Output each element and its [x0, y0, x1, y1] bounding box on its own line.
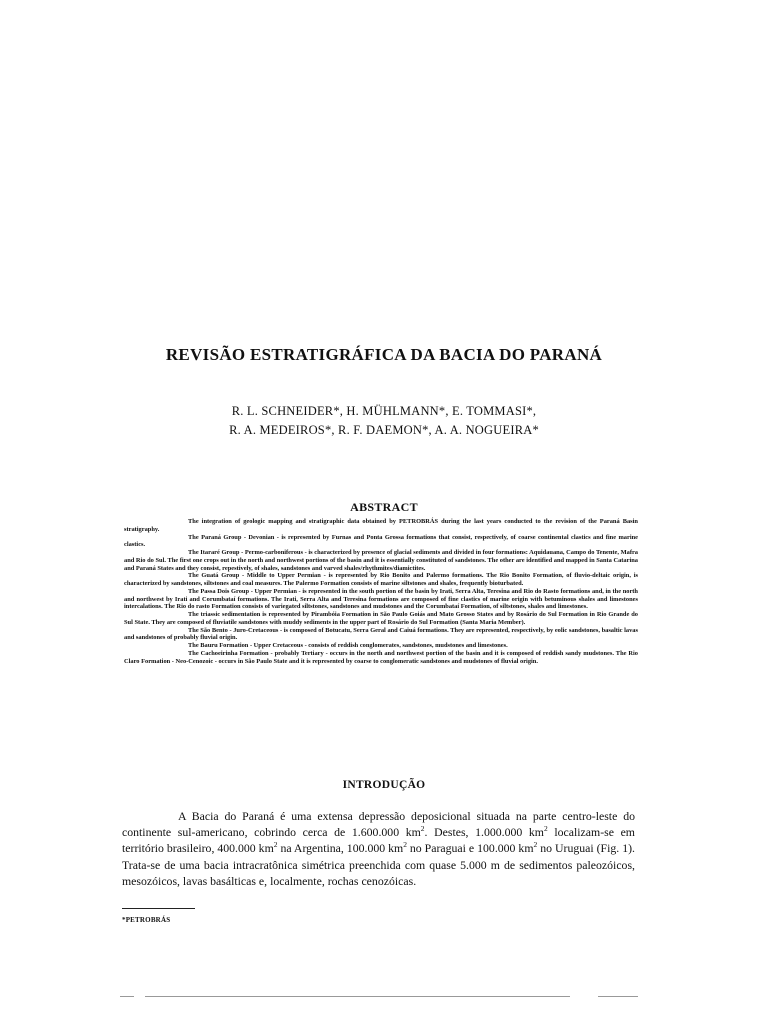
- author-line-1: R. L. SCHNEIDER*, H. MÜHLMANN*, E. TOMMASI*,: [231, 404, 537, 418]
- introduction-heading: INTRODUÇÃO: [342, 779, 426, 791]
- footnote-divider: [122, 908, 195, 909]
- scan-artifact-line: [598, 996, 638, 997]
- introduction-body: [122, 808, 635, 889]
- intro-text: A Bacia do Paraná é uma extensa depressão deposicional situada na parte centro-leste do continente sul-americano, cobrindo cerca de 1.600.000 km: [122, 809, 635, 840]
- paper-title: REVISÃO ESTRATIGRÁFICA DA BACIA DO PARANÁ: [165, 345, 603, 364]
- intro-text: na Argentina, 100.000 km: [277, 841, 404, 856]
- superscript: 2: [533, 840, 538, 850]
- intro-text: . Destes, 1.000.000 km: [424, 825, 544, 840]
- abstract-paragraph: The Cachoeirinha Formation - probably Tertiary - occurs in the north and northwest portion of the basin and it is composed of reddish sandy mudstones. The Rio Claro Formation - Neo-Cenozoic - occurs in São Paulo State and it is represented by coarse to conglomeratic sandstones and mudstones of fluvial origin.: [124, 649, 638, 665]
- abstract-paragraph: The São Bento - Juro-Cretaceous - is composed of Botucatu, Serra Geral and Caiuá formations. They are represented, respectively, by eolic sandstones, basaltic lavas and sandstones of probably fluvial origin.: [124, 626, 638, 642]
- abstract-paragraph: The Itararé Group - Permo-carboniferous - is characterized by presence of glacial sediments and divided in four formations: Aquidauana, Campo do Tenente, Mafra and Rio do Sul. The first one crops out in the north and northwest portions of the basin and it is essentially constituted of sandstones. The other are identified and mapped in Santa Catarina and Paraná States and they consist, repestively, of shales, sandstones and varved shales/rhythmites/diamictites.: [124, 549, 638, 572]
- scan-artifact-line: [120, 996, 134, 997]
- author-line-2: R. A. MEDEIROS*, R. F. DAEMON*, A. A. NOGUEIRA*: [229, 423, 539, 437]
- superscript: 2: [403, 840, 407, 850]
- superscript: 2: [420, 824, 425, 834]
- abstract-paragraph: The integration of geologic mapping and stratigraphic data obtained by PETROBRÁS during the last years conducted to the revision of the Paraná Basin stratigraphy.: [124, 518, 638, 533]
- abstract-paragraph: The Passa Dois Group - Upper Permian - is represented in the south portion of the basin by Irati, Serra Alta, Teresina and Rio do Rasto formations and, in the north and northwest by Irati and Corumbataí formations. The Irati, Serra Alta and Teresina formations are composed of fine clastics of marine origin with betuminous shales and limestones intercalations. The Rio do rasto Formation consists of variegated siltstones, sandstones and mudstones and the Corumbataí Formation, of siltstones, shales and limestones.: [124, 587, 638, 611]
- abstract-body: [124, 518, 638, 665]
- superscript: 2: [273, 840, 278, 850]
- introduction-paragraph: [122, 808, 635, 889]
- abstract-paragraph: The Bauru Formation - Upper Cretaceous - consists of reddish conglomerates, sandstones, mudstones and limestones.: [188, 642, 508, 649]
- abstract-paragraph: The Paraná Group - Devonian - is represented by Furnas and Ponta Grossa formations that consist, respectively, of coarse continental clastics and fine marine clastics.: [124, 533, 638, 549]
- intro-text: localizam-se em território brasileiro, 400.000 km: [122, 825, 635, 856]
- scan-artifact-line: [145, 996, 570, 997]
- author-block: [0, 402, 768, 440]
- abstract-heading: ABSTRACT: [350, 500, 418, 514]
- footnote: *PETROBRÁS: [122, 916, 171, 924]
- abstract-paragraph: The triassic sedimentation is represented by Pirambóia Formation in São Paulo Goiás and Mato Grosso States and by Rosário do Sul Formation in Rio Grande do Sul State. They are composed of fluviatile sandstones with muddy sediments in the upper part of Rosário do Sul Formation (Santa Maria Member).: [124, 611, 638, 626]
- intro-text: no Paraguai e 100.000 km: [406, 841, 534, 856]
- intro-text: no Uruguai (Fig. 1). Trata-se de uma bacia intracratônica simétrica preenchida com quase 5.000 m de sedimentos paleozóicos, mesozóicos, lavas basálticas e, localmente, rochas cenozóicas.: [122, 841, 635, 888]
- superscript: 2: [543, 824, 548, 834]
- abstract-paragraph: The Guatá Group - Middle to Upper Permian - is represented by Rio Bonito and Palermo formations. The Rio Bonito Formation, of fluvio-deltaic origin, is characterized by sandstones, siltstones and coal measures. The Palermo Formation consists of marine siltstones and shales, frequently bioturbated.: [124, 572, 638, 587]
